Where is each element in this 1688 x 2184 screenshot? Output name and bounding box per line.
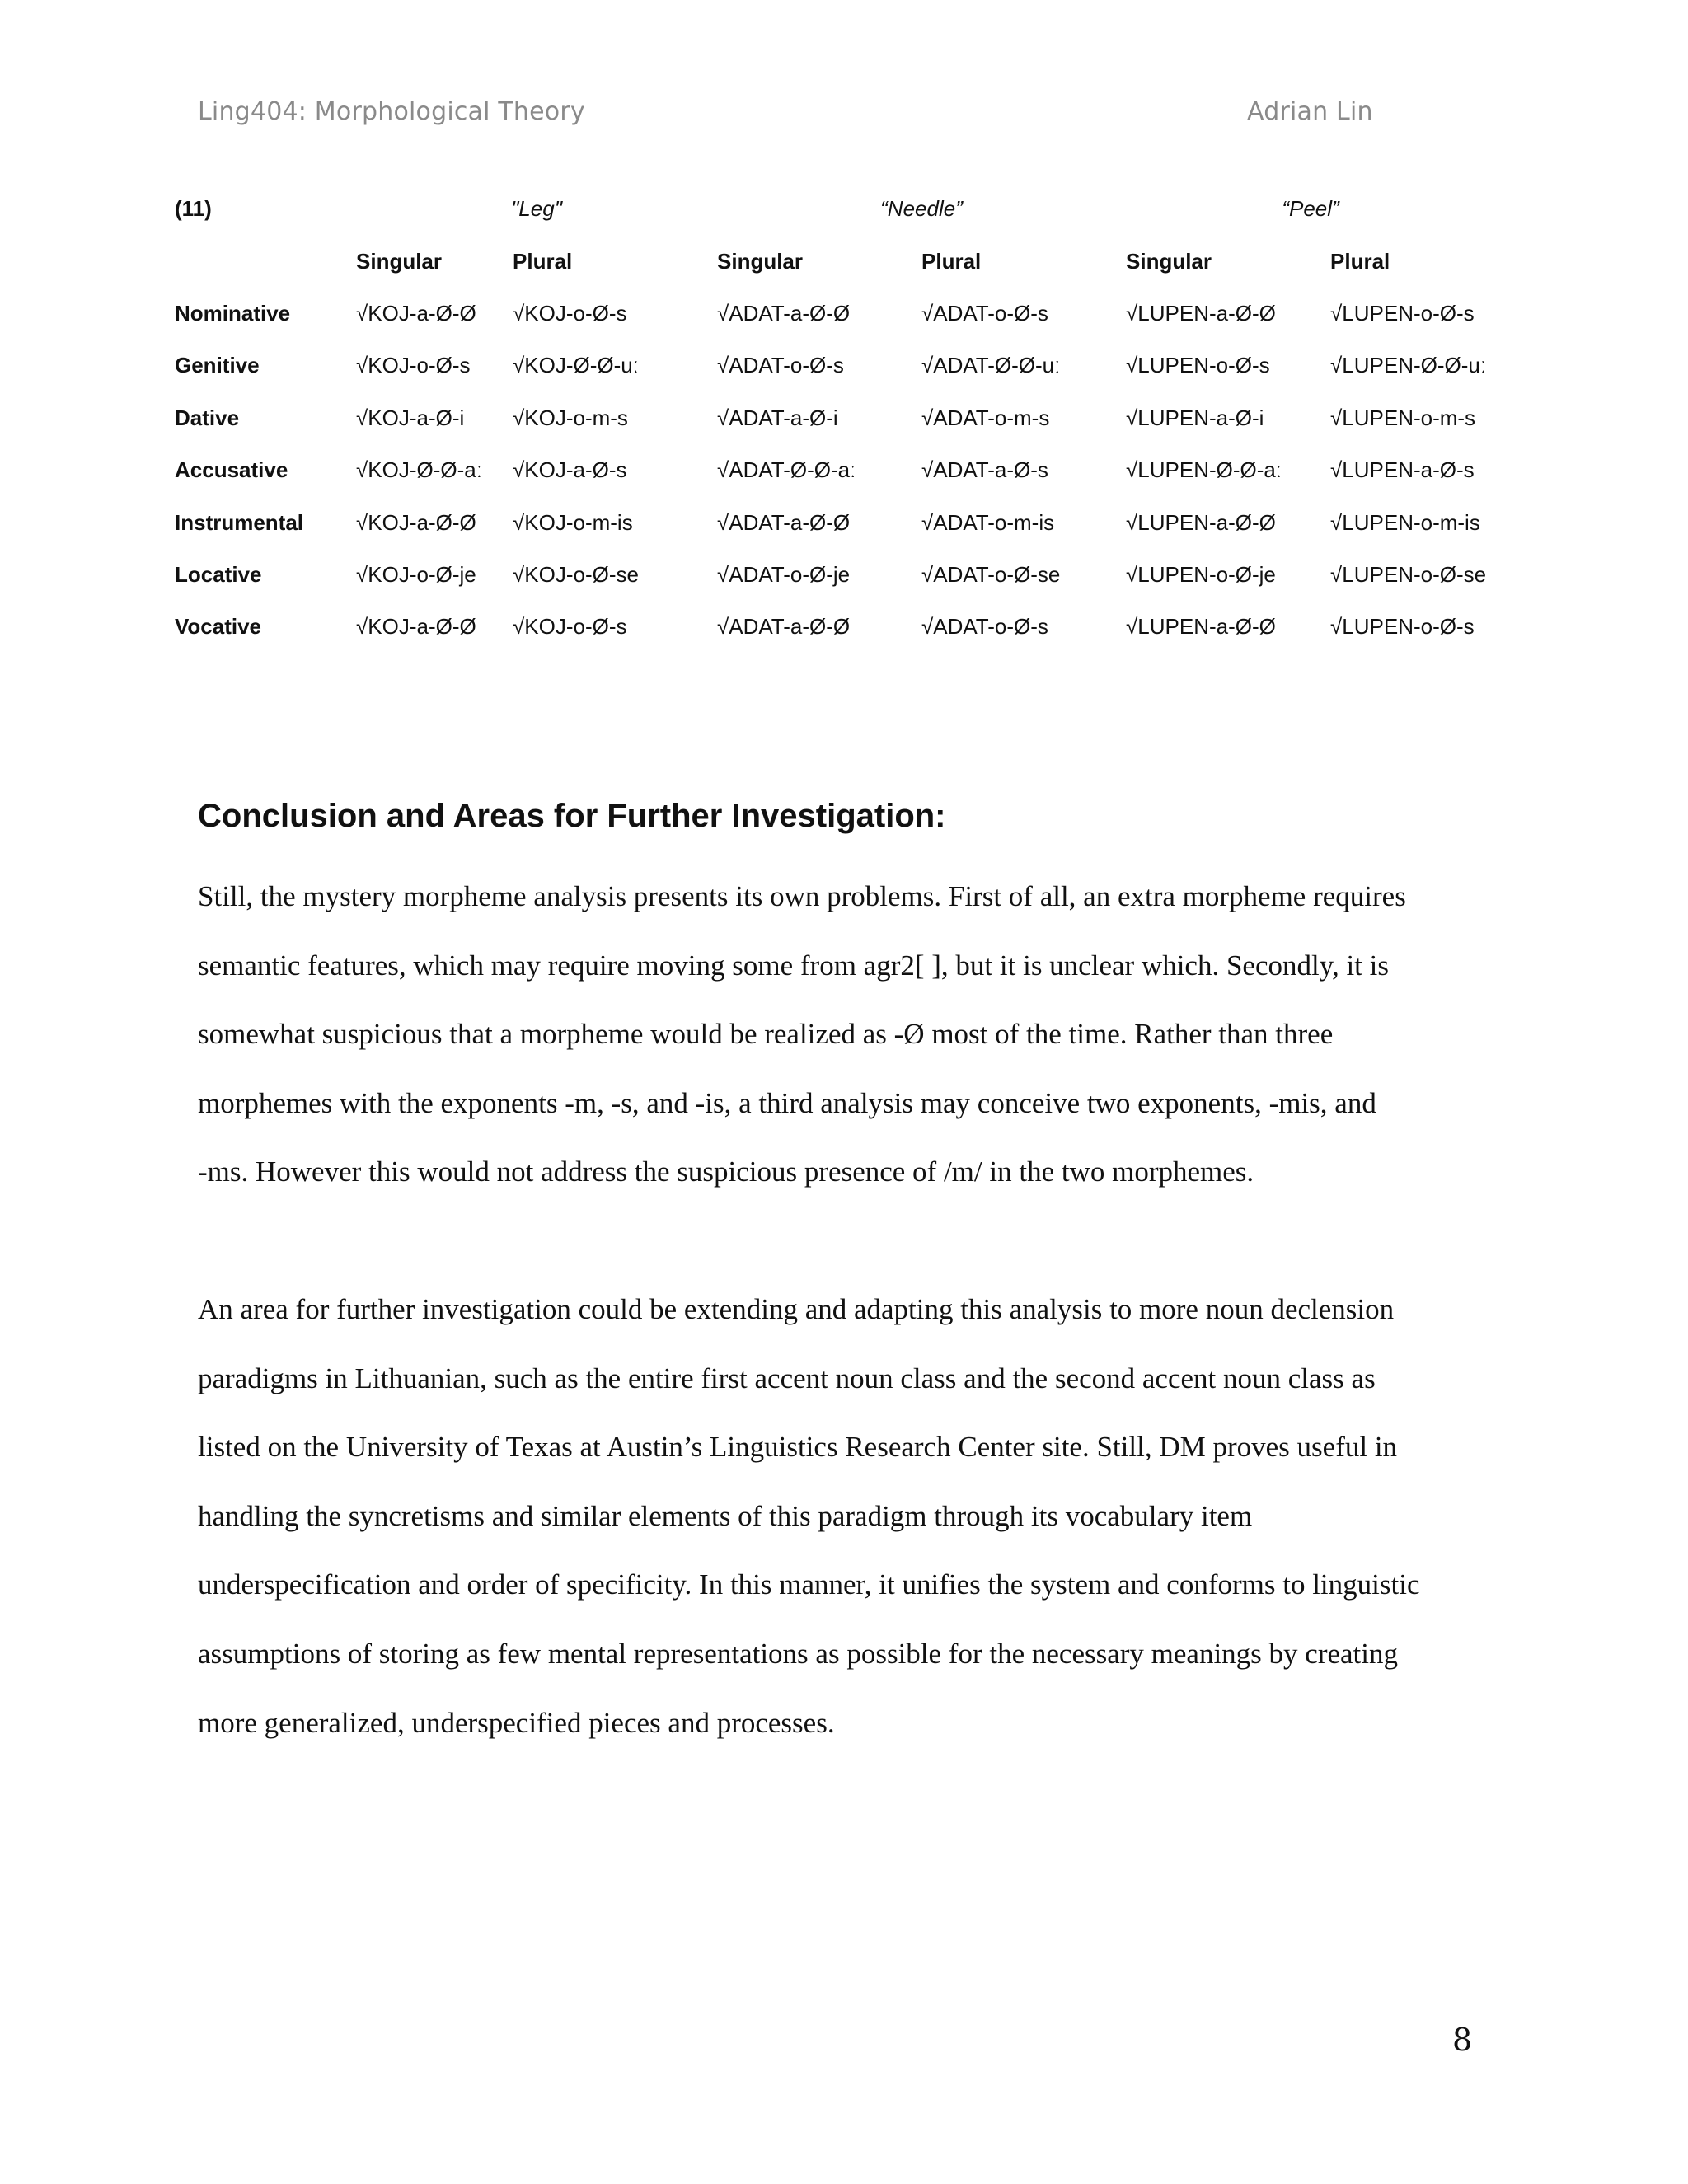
form-cell: √LUPEN-o-Ø-je	[1126, 561, 1276, 587]
form-cell: √LUPEN-o-m-is	[1330, 509, 1480, 535]
form-cell: √ADAT-Ø-Ø-uː	[921, 353, 1061, 378]
text-line: Still, the mystery morpheme analysis presents its own problems. First of all, an extra morpheme requires	[198, 880, 1406, 912]
form-cell: √ADAT-a-Ø-s	[921, 457, 1048, 483]
form-cell: √KOJ-o-m-is	[513, 509, 633, 535]
text-line: paradigms in Lithuanian, such as the entire first accent noun class and the second accent noun class as	[198, 1361, 1376, 1394]
running-header-course: Ling404: Morphological Theory	[198, 97, 585, 126]
subheader-plural: Plural	[1330, 248, 1390, 274]
case-label: Vocative	[175, 614, 262, 640]
table-row	[175, 340, 1495, 391]
case-label: Accusative	[175, 457, 288, 483]
form-cell: √LUPEN-Ø-Ø-aː	[1126, 457, 1282, 483]
table-row	[175, 549, 1495, 601]
text-line: somewhat suspicious that a morpheme would be realized as -Ø most of the time. Rather than three	[198, 1018, 1334, 1051]
case-label: Instrumental	[175, 509, 304, 535]
subheader-singular: Singular	[717, 248, 804, 274]
subheader-singular: Singular	[356, 248, 443, 274]
form-cell: √ADAT-a-Ø-Ø	[717, 509, 851, 535]
table-subheader-row	[175, 235, 1495, 287]
case-label: Locative	[175, 561, 262, 587]
table-row	[175, 444, 1495, 496]
form-cell: √KOJ-a-Ø-Ø	[356, 614, 476, 640]
form-cell: √KOJ-Ø-Ø-uː	[513, 353, 639, 378]
text-line: assumptions of storing as few mental representations as possible for the necessary meanings by creating	[198, 1637, 1399, 1670]
form-cell: √LUPEN-a-Ø-Ø	[1126, 614, 1276, 640]
form-cell: √KOJ-a-Ø-Ø	[356, 509, 476, 535]
form-cell: √LUPEN-a-Ø-s	[1330, 457, 1475, 483]
case-label: Nominative	[175, 300, 291, 326]
gloss-needle: “Needle”	[880, 196, 963, 222]
form-cell: √KOJ-o-Ø-s	[356, 353, 471, 378]
form-cell: √LUPEN-a-Ø-Ø	[1126, 509, 1276, 535]
paragraph-further-investigation	[198, 1275, 1484, 1757]
text-line: more generalized, underspecified pieces and processes.	[198, 1706, 835, 1739]
subheader-plural: Plural	[513, 248, 573, 274]
form-cell: √KOJ-o-Ø-s	[513, 300, 627, 326]
form-cell: √KOJ-a-Ø-s	[513, 457, 627, 483]
page-number: 8	[1452, 2022, 1473, 2058]
case-label: Genitive	[175, 353, 260, 378]
text-line: -ms. However this would not address the suspicious presence of /m/ in the two morphemes.	[198, 1155, 1254, 1188]
table-gloss-row	[175, 183, 1495, 235]
form-cell: √ADAT-a-Ø-i	[717, 405, 838, 430]
form-cell: √ADAT-Ø-Ø-aː	[717, 457, 856, 483]
form-cell: √KOJ-o-m-s	[513, 405, 628, 430]
table-row	[175, 601, 1495, 653]
form-cell: √KOJ-a-Ø-Ø	[356, 300, 476, 326]
text-line: underspecification and order of specificity. In this manner, it unifies the system and conforms to linguistic	[198, 1568, 1420, 1601]
form-cell: √LUPEN-Ø-Ø-uː	[1330, 353, 1487, 378]
form-cell: √LUPEN-a-Ø-Ø	[1126, 300, 1276, 326]
form-cell: √ADAT-o-Ø-s	[921, 300, 1048, 326]
declension-table	[175, 183, 1495, 654]
form-cell: √ADAT-o-Ø-se	[921, 561, 1061, 587]
gloss-peel: “Peel”	[1282, 196, 1339, 222]
form-cell: √LUPEN-o-Ø-se	[1330, 561, 1487, 587]
form-cell: √LUPEN-o-Ø-s	[1330, 614, 1475, 640]
text-line: An area for further investigation could be extending and adapting this analysis to more noun declension	[198, 1293, 1395, 1325]
form-cell: √ADAT-o-m-is	[921, 509, 1055, 535]
form-cell: √KOJ-o-Ø-je	[356, 561, 476, 587]
form-cell: √LUPEN-o-m-s	[1330, 405, 1476, 430]
text-line: handling the syncretisms and similar elements of this paradigm through its vocabulary item	[198, 1499, 1253, 1532]
paragraph-mystery-morpheme	[198, 862, 1484, 1207]
form-cell: √LUPEN-o-Ø-s	[1330, 300, 1475, 326]
case-label: Dative	[175, 405, 240, 430]
text-line: morphemes with the exponents -m, -s, and -is, a third analysis may conceive two exponents, -mis, and	[198, 1086, 1376, 1119]
section-heading: Conclusion and Areas for Further Investigation:	[198, 798, 946, 834]
text-line: semantic features, which may require moving some from agr2[ ], but it is unclear which. Secondly, it is	[198, 949, 1389, 982]
subheader-singular: Singular	[1126, 248, 1212, 274]
table-row	[175, 496, 1495, 548]
form-cell: √ADAT-a-Ø-Ø	[717, 300, 851, 326]
form-cell: √KOJ-o-Ø-s	[513, 614, 627, 640]
example-number: (11)	[175, 196, 212, 222]
form-cell: √ADAT-o-Ø-s	[921, 614, 1048, 640]
form-cell: √ADAT-a-Ø-Ø	[717, 614, 851, 640]
form-cell: √LUPEN-a-Ø-i	[1126, 405, 1264, 430]
form-cell: √LUPEN-o-Ø-s	[1126, 353, 1270, 378]
subheader-plural: Plural	[921, 248, 982, 274]
form-cell: √KOJ-a-Ø-i	[356, 405, 465, 430]
form-cell: √ADAT-o-Ø-s	[717, 353, 844, 378]
form-cell: √KOJ-Ø-Ø-aː	[356, 457, 482, 483]
form-cell: √ADAT-o-Ø-je	[717, 561, 851, 587]
running-header-author: Adrian Lin	[1247, 97, 1373, 126]
gloss-leg: "Leg"	[511, 196, 562, 222]
subheader-empty	[175, 235, 356, 287]
text-line: listed on the University of Texas at Austin’s Linguistics Research Center site. Still, DM proves useful in	[198, 1431, 1398, 1464]
table-row	[175, 392, 1495, 444]
form-cell: √ADAT-o-m-s	[921, 405, 1050, 430]
form-cell: √KOJ-o-Ø-se	[513, 561, 639, 587]
table-row	[175, 288, 1495, 340]
